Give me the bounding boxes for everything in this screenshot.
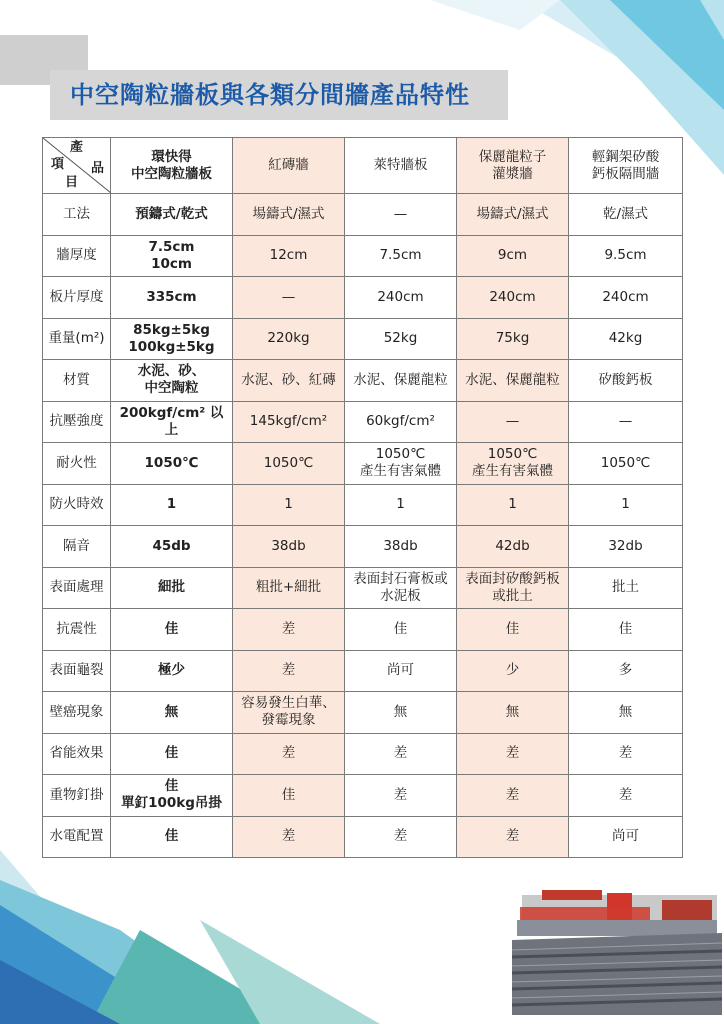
table-cell: 場鑄式/濕式 <box>233 194 345 236</box>
table-cell: 乾/濕式 <box>569 194 683 236</box>
row-label: 重量(m²) <box>43 318 111 360</box>
row-label: 表面龜裂 <box>43 650 111 692</box>
table-row <box>43 318 683 360</box>
table-row <box>43 692 683 734</box>
table-row <box>43 650 683 692</box>
row-label: 工法 <box>43 194 111 236</box>
table-cell: 52kg <box>345 318 457 360</box>
table-cell: 1 <box>233 484 345 526</box>
header-cell-steel-calcium: 輕鋼架矽酸 鈣板隔間牆 <box>569 138 683 194</box>
table-cell: 85kg±5kg 100kg±5kg <box>111 318 233 360</box>
table-cell: 7.5cm 10cm <box>111 235 233 277</box>
page-title: 中空陶粒牆板與各類分間牆產品特性 <box>70 81 470 109</box>
row-label: 表面處理 <box>43 567 111 609</box>
table-row <box>43 277 683 319</box>
row-label: 水電配置 <box>43 816 111 858</box>
header-cell-hollow-ceramsite: 環快得 中空陶粒牆板 <box>111 138 233 194</box>
table-cell: 38db <box>345 526 457 568</box>
table-cell: 12cm <box>233 235 345 277</box>
table-row <box>43 816 683 858</box>
table-cell: 差 <box>233 609 345 651</box>
table-cell: 差 <box>233 733 345 775</box>
table-row <box>43 609 683 651</box>
table-cell: 差 <box>457 775 569 817</box>
table-header-row <box>43 138 683 194</box>
table-cell: 無 <box>345 692 457 734</box>
table-cell: 水泥、保麗龍粒 <box>345 360 457 402</box>
table-cell: 9.5cm <box>569 235 683 277</box>
row-label: 抗震性 <box>43 609 111 651</box>
table-cell: 差 <box>457 733 569 775</box>
table-cell: 佳 <box>345 609 457 651</box>
corner-label-top: 產 <box>70 140 84 155</box>
table-cell: 差 <box>569 733 683 775</box>
table-row <box>43 360 683 402</box>
table-cell: 1050℃ 產生有害氣體 <box>457 443 569 485</box>
comparison-table <box>42 137 683 858</box>
table-cell: 無 <box>569 692 683 734</box>
table-cell: 無 <box>111 692 233 734</box>
row-label: 耐火性 <box>43 443 111 485</box>
table-cell: 細批 <box>111 567 233 609</box>
corner-cell <box>43 138 111 194</box>
corner-label-middle: 品 <box>91 161 105 176</box>
table-cell: 多 <box>569 650 683 692</box>
table-row <box>43 235 683 277</box>
table-cell: 1 <box>345 484 457 526</box>
table-row <box>43 484 683 526</box>
table-cell: 9cm <box>457 235 569 277</box>
table-cell: 容易發生白華、 發霉現象 <box>233 692 345 734</box>
header-cell-light-panel: 萊特牆板 <box>345 138 457 194</box>
row-label: 重物釘掛 <box>43 775 111 817</box>
table-cell: 1050℃ <box>569 443 683 485</box>
table-cell: — <box>457 401 569 443</box>
table-cell: 佳 <box>457 609 569 651</box>
table-row <box>43 567 683 609</box>
table-cell: 批土 <box>569 567 683 609</box>
table-cell: 1050℃ <box>111 443 233 485</box>
table-cell: 佳 <box>111 609 233 651</box>
table-cell: 差 <box>345 775 457 817</box>
table-cell: 水泥、砂、紅磚 <box>233 360 345 402</box>
table-cell: 差 <box>457 816 569 858</box>
table-cell: — <box>345 194 457 236</box>
header-cell-red-brick: 紅磚牆 <box>233 138 345 194</box>
table-cell: 佳 <box>111 733 233 775</box>
table-cell: 差 <box>233 816 345 858</box>
table-cell: 矽酸鈣板 <box>569 360 683 402</box>
table-cell: 200kgf/cm² 以上 <box>111 401 233 443</box>
table-cell: 場鑄式/濕式 <box>457 194 569 236</box>
table-cell: 佳 <box>111 816 233 858</box>
table-cell: 1050℃ 產生有害氣體 <box>345 443 457 485</box>
table-cell: 差 <box>233 650 345 692</box>
table-cell: 預鑄式/乾式 <box>111 194 233 236</box>
table-cell: 42db <box>457 526 569 568</box>
table-cell: 60kgf/cm² <box>345 401 457 443</box>
table-cell: 1 <box>569 484 683 526</box>
table-cell: 水泥、保麗龍粒 <box>457 360 569 402</box>
table-row <box>43 401 683 443</box>
table-cell: 335cm <box>111 277 233 319</box>
table-cell: 佳 單釘100kg吊掛 <box>111 775 233 817</box>
row-label: 板片厚度 <box>43 277 111 319</box>
row-label: 材質 <box>43 360 111 402</box>
table-cell: — <box>233 277 345 319</box>
table-row <box>43 526 683 568</box>
table-row <box>43 194 683 236</box>
table-cell: 無 <box>457 692 569 734</box>
corner-label-bottom: 目 <box>65 175 79 190</box>
wall-panel-photo <box>512 885 722 1020</box>
table-cell: 佳 <box>569 609 683 651</box>
table-cell: 42kg <box>569 318 683 360</box>
table-cell: 145kgf/cm² <box>233 401 345 443</box>
table-cell: 7.5cm <box>345 235 457 277</box>
table-cell: 240cm <box>457 277 569 319</box>
table-cell: 75kg <box>457 318 569 360</box>
table-cell: 38db <box>233 526 345 568</box>
row-label: 牆厚度 <box>43 235 111 277</box>
table-cell: 45db <box>111 526 233 568</box>
table-cell: 極少 <box>111 650 233 692</box>
header-cell-eps-grout: 保麗龍粒子 灌漿牆 <box>457 138 569 194</box>
row-label: 省能效果 <box>43 733 111 775</box>
row-label: 壁癌現象 <box>43 692 111 734</box>
row-label: 隔音 <box>43 526 111 568</box>
table-cell: 尚可 <box>345 650 457 692</box>
table-cell: 32db <box>569 526 683 568</box>
table-cell: 1 <box>457 484 569 526</box>
table-cell: 差 <box>345 733 457 775</box>
table-cell: 表面封石膏板或 水泥板 <box>345 567 457 609</box>
row-label: 防火時效 <box>43 484 111 526</box>
table-cell: 220kg <box>233 318 345 360</box>
table-cell: 佳 <box>233 775 345 817</box>
table-cell: 少 <box>457 650 569 692</box>
table-cell: 水泥、砂、 中空陶粒 <box>111 360 233 402</box>
table-cell: 表面封矽酸鈣板 或批土 <box>457 567 569 609</box>
table-cell: 差 <box>345 816 457 858</box>
table-cell: — <box>569 401 683 443</box>
table-cell: 240cm <box>345 277 457 319</box>
table-row <box>43 775 683 817</box>
table-cell: 1 <box>111 484 233 526</box>
table-row <box>43 733 683 775</box>
corner-label-left: 項 <box>51 157 65 172</box>
table-cell: 1050℃ <box>233 443 345 485</box>
row-label: 抗壓強度 <box>43 401 111 443</box>
table-cell: 尚可 <box>569 816 683 858</box>
table-cell: 粗批+細批 <box>233 567 345 609</box>
table-cell: 240cm <box>569 277 683 319</box>
table-row <box>43 443 683 485</box>
table-cell: 差 <box>569 775 683 817</box>
